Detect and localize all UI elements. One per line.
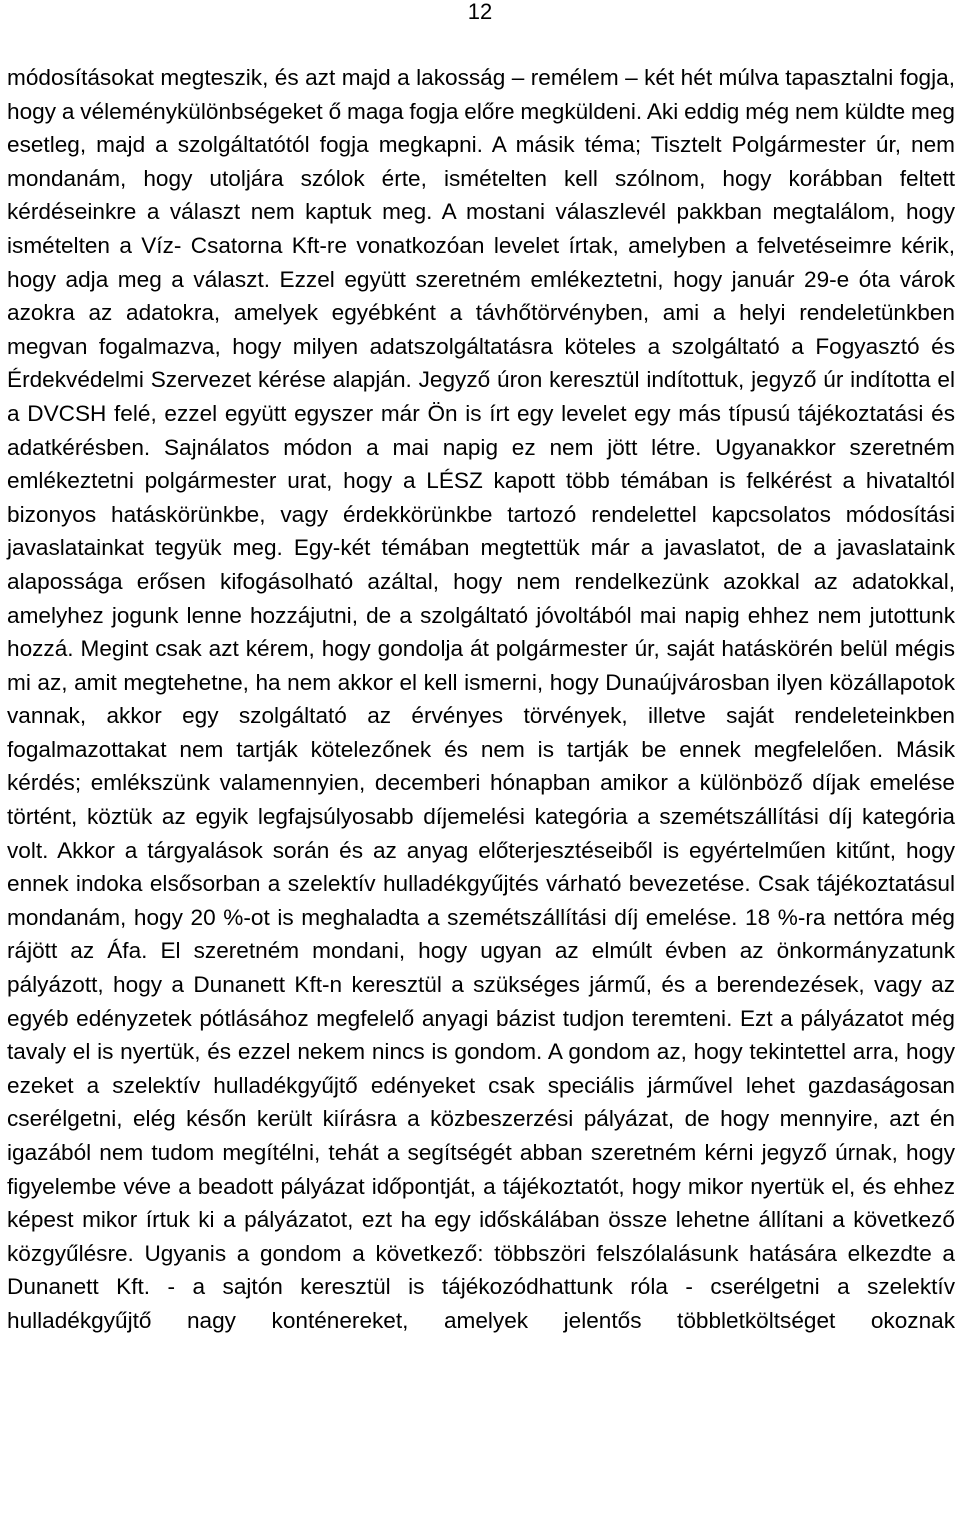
body-paragraph: módosításokat megteszik, és azt majd a lakosság – remélem – két hét múlva tapasztalni fogja, hogy a véleménykülönbségeket ő maga fogja előre megküldeni. Aki eddig még nem küldte meg esetleg, majd a szolgáltatótól fogja megkapni. A másik téma; Tisztelt Polgármester úr, nem mondanám, hogy utoljára szólok érte, ismételten kell szólnom, hogy korábban feltett kérdéseinkre a választ nem kaptuk meg. A mostani válaszlevél pakkban megtalálom, hogy ismételten a Víz- Csatorna Kft-re vonatkozóan levelet írtak, amelyben a felvetéseimre kérik, hogy adja meg a választ. Ezzel együtt szeretném emlékeztetni, hogy január 29-e óta várok azokra az adatokra, amelyek egyébként a távhőtörvényben, ami a helyi rendeletünkben megvan fogalmazva, hogy milyen adatszolgáltatásra köteles a szolgáltató a Fogyasztó és Érdekvédelmi Szervezet kérése alapján. Jegyző úron keresztül indítottuk, jegyző úr indította el a DVCSH felé, ezzel együtt egyszer már Ön is írt egy levelet egy más típusú tájékoztatási és adatkérésben. Sajnálatos módon a mai napig ez nem jött létre. Ugyanakkor szeretném emlékeztetni polgármester urat, hogy a LÉSZ kapott több témában is felkérést a hivataltól bizonyos hatáskörünkbe, vagy érdekkörünkbe tartozó rendelettel kapcsolatos módosítási javaslatainkat tegyük meg. Egy-két témában megtettük már a javaslatot, de a javaslataink alapossága erősen kifogásolható azáltal, hogy nem rendelkezünk azokkal az adatokkal, amelyhez jogunk lenne hozzájutni, de a szolgáltató jóvoltából mai napig ehhez nem jutottunk hozzá. Megint csak azt kérem, hogy gondolja át polgármester úr, saját hatáskörén belül mégis mi az, amit megtehetne, ha nem akkor el kell ismerni, hogy Dunaújvárosban ilyen közállapotok vannak, akkor egy szolgáltató az érvényes törvények, illetve saját rendeleteinkben fogalmazottakat nem tartják kötelezőnek és nem is tartják be ennek megfelelően. Másik kérdés; emlékszünk valamennyien, decemberi hónapban amikor a különböző díjak emelése történt, köztük az egyik legfajsúlyosabb díjemelési kategória a szemétszállítási díj kategória volt. Akkor a tárgyalások során és az anyag előterjesztéseiből is egyértelműen kitűnt, hogy ennek indoka elsősorban a szelektív hulladékgyűjtés várható bevezetése. Csak tájékoztatásul mondanám, hogy 20 %-ot is meghaladta a szemétszállítási díj emelése. 18 %-ra nettóra még rájött az Áfa. El szeretném mondani, hogy ugyan az elmúlt évben az önkormányzatunk pályázott, hogy a Dunanett Kft-n keresztül a szükséges jármű, és a berendezések, vagy az egyéb edényzetek pótlásához megfelelő anyagi bázist tudjon teremteni. Ezt a pályázatot még tavaly el is nyertük, és ezzel nekem nincs is gondom. A gondom az, hogy tekintettel arra, hogy ezeket a szelektív hulladékgyűjtő edényeket csak speciális járművel lehet gazdaságosan cserélgetni, elég későn került kiírásra a közbeszerzési pályázat, de hogy mennyire, azt én igazából nem tudom megítélni, tehát a segítségét abban szeretném kérni jegyző úrnak, hogy figyelembe véve a beadott pályázat időpontját, a tájékoztatót, hogy mikor nyertük el, és ehhez képest mikor írtuk ki a pályázatot, ezt ha egy időskálában össze lehetne állítani a következő közgyűlésre. Ugyanis a gondom a következő: többszöri felszólalásunk hatására elkezdte a Dunanett Kft. - a sajtón keresztül is tájékozódhattunk róla - cserélgetni a szelektív hulladékgyűjtő nagy konténereket, amelyek jelentős többletköltséget okoznak (7, 65, 955, 1333)
page-number: 12 (467, 0, 493, 24)
